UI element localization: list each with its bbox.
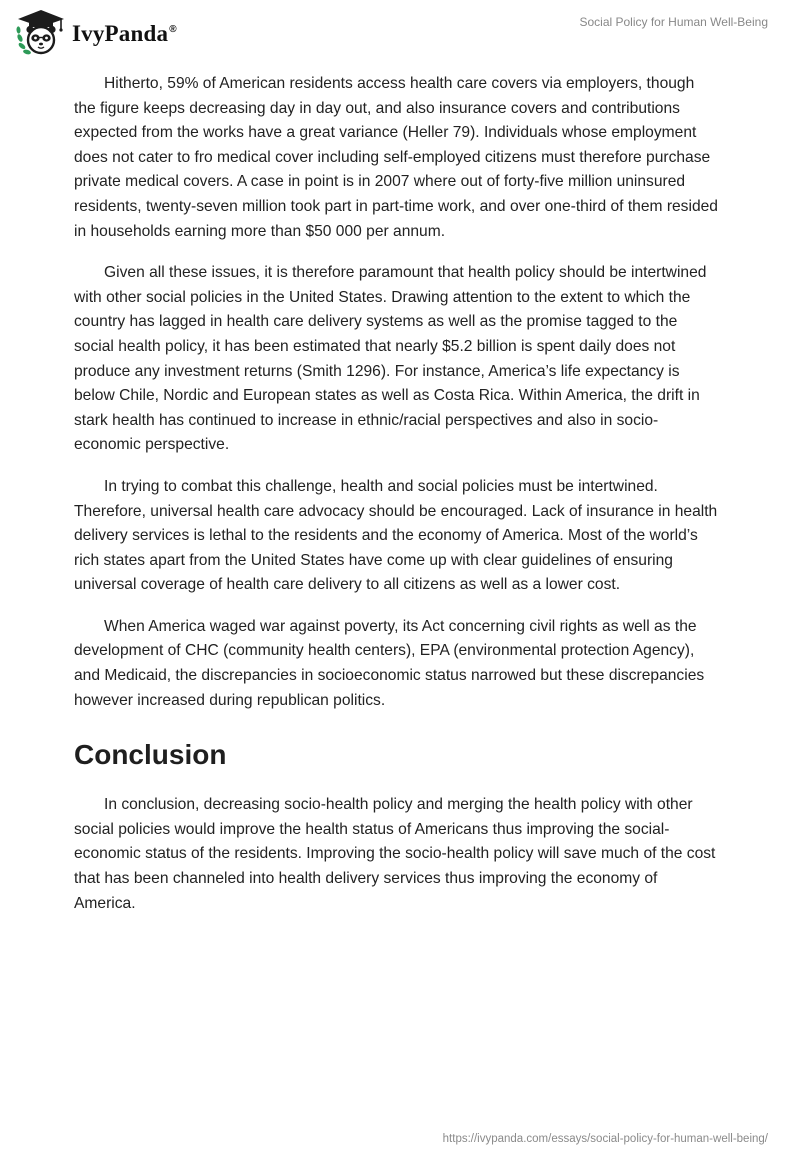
body-paragraph-3: In trying to combat this challenge, health and social policies must be intertwined. Therefore, universal health care advocacy should be encouraged. Lack of insurance in health delivery services is lethal to the residents and the economy of America. Most of the world’s rich states apart from the United States have come up with clear guidelines of ensuring universal coverage of health care delivery to all citizens as well as a lower cost. bbox=[74, 477, 718, 594]
registered-mark: ® bbox=[169, 24, 177, 36]
body-paragraph-2: Given all these issues, it is therefore paramount that health policy should be intertwined with other social policies in the United States. Drawing attention to the extent to which the country has lagged in health care delivery systems as well as the promise tagged to the social health policy, it has been estimated that nearly $5.2 billion is spent daily does not produce any investment returns (Smith 1296). For instance, America’s life expectancy is below Chile, Nordic and European states as well as Costa Rica. Within America, the drift in stark health has continued to increase in ethnic/racial perspectives and also in socio-economic perspective. bbox=[74, 264, 707, 454]
source-url[interactable]: https://ivypanda.com/essays/social-policy-for-human-well-being/ bbox=[442, 1133, 768, 1145]
essay-content bbox=[74, 72, 720, 933]
conclusion-paragraph: In conclusion, decreasing socio-health policy and merging the health policy with other social policies would improve the health status of Americans thus improving the social-economic status of the residents. Improving the socio-health policy will save much of the cost that has been channeled into health delivery services thus improving the economy of America. bbox=[74, 796, 716, 912]
body-paragraph-4: When America waged war against poverty, its Act concerning civil rights as well as the development of CHC (community health centers), EPA (environmental protection Agency), and Medicaid, the discrepancies in socioeconomic status narrowed but these discrepancies however increased during republican politics. bbox=[74, 617, 705, 709]
ivypanda-logo[interactable] bbox=[14, 8, 177, 56]
page-header bbox=[0, 0, 800, 64]
conclusion-heading: Conclusion bbox=[74, 739, 227, 771]
brand-name-text: IvyPanda bbox=[72, 21, 169, 46]
document-title: Social Policy for Human Well-Being bbox=[579, 15, 768, 29]
brand-name bbox=[72, 21, 177, 47]
body-paragraph-1: Hitherto, 59% of American residents access health care covers via employers, though the figure keeps decreasing day in day out, and also insurance covers and contributions expected from the works have a great variance (Heller 79). Individuals whose employment does not cater to fro medical cover including self-employed citizens must therefore purchase private medical covers. A case in point is in 2007 where out of forty-five million uninsured residents, twenty-seven million took part in part-time work, and over one-third of them resided in households earning more than $50 000 per annum. bbox=[74, 75, 718, 240]
panda-graduate-logo-icon bbox=[14, 8, 68, 56]
